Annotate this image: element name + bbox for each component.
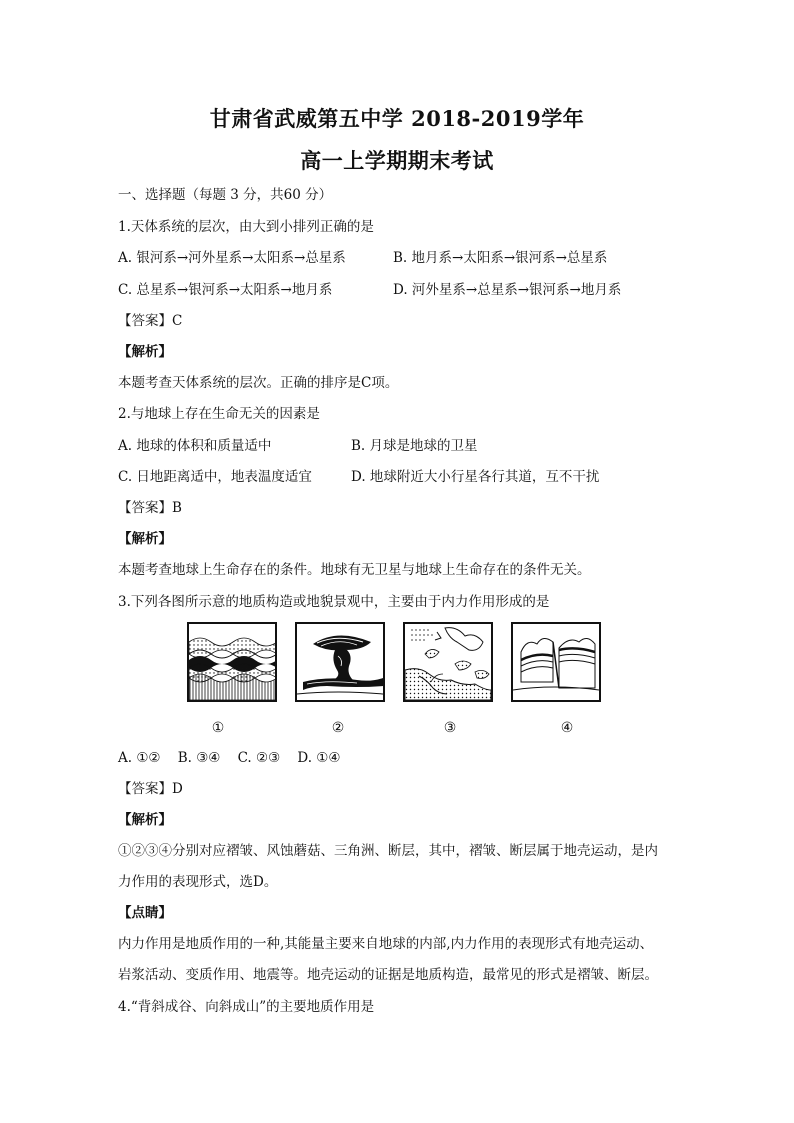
- q2-option-c: C. 日地距离适中，地表温度适宜: [118, 469, 312, 485]
- q3-figures: [0, 622, 794, 742]
- fold-diagram: [187, 622, 277, 702]
- q3-tip-line1: 内力作用是地质作用的一种,其能量主要来自地球的内部,内力作用的表现形式有地壳运动、: [118, 936, 654, 952]
- q3-tip-label: 【点睛】: [118, 905, 172, 921]
- q2-stem: 2.与地球上存在生命无关的因素是: [118, 406, 320, 422]
- q2-analysis-label: 【解析】: [118, 531, 172, 547]
- q1-analysis: 本题考查天体系统的层次。正确的排序是C项。: [118, 375, 399, 391]
- figure-label-4: ④: [560, 720, 574, 736]
- q2-answer: 【答案】B: [118, 500, 182, 516]
- q3-analysis-line1: ①②③④分别对应褶皱、风蚀蘑菇、三角洲、断层，其中，褶皱、断层属于地壳运动，是内: [118, 843, 658, 859]
- q2-option-b: B. 月球是地球的卫星: [351, 438, 478, 454]
- page-subtitle: 高一上学期期末考试: [300, 148, 494, 173]
- q1-analysis-label: 【解析】: [118, 344, 172, 360]
- section-heading: 一、选择题（每题 3 分，共60 分）: [118, 187, 333, 203]
- q3-tip-line2: 岩浆活动、变质作用、地震等。地壳运动的证据是地质构造，最常见的形式是褶皱、断层。: [118, 967, 658, 983]
- delta-diagram: [403, 622, 493, 702]
- figure-label-2: ②: [331, 720, 345, 736]
- q3-analysis-label: 【解析】: [118, 812, 172, 828]
- q1-option-c: C. 总星系→银河系→太阳系→地月系: [118, 282, 333, 298]
- figure-label-1: ①: [211, 720, 225, 736]
- q1-option-b: B. 地月系→太阳系→银河系→总星系: [393, 250, 608, 266]
- figure-label-3: ③: [443, 720, 457, 736]
- q1-stem: 1.天体系统的层次，由大到小排列正确的是: [118, 219, 374, 235]
- q2-option-a: A. 地球的体积和质量适中: [118, 438, 272, 454]
- mushroom-rock-diagram: [295, 622, 385, 702]
- q3-answer: 【答案】D: [118, 781, 183, 797]
- q2-option-d: D. 地球附近大小行星各行其道，互不干扰: [351, 469, 600, 485]
- q2-analysis: 本题考查地球上生命存在的条件。地球有无卫星与地球上生命存在的条件无关。: [118, 562, 591, 578]
- q3-options: A. ①② B. ③④ C. ②③ D. ①④: [118, 750, 341, 766]
- page-title: 甘肃省武威第五中学 2018-2019学年: [209, 106, 585, 131]
- fault-diagram: [511, 622, 601, 702]
- q4-stem: 4.“背斜成谷、向斜成山”的主要地质作用是: [118, 999, 375, 1015]
- q1-answer: 【答案】C: [118, 313, 183, 329]
- q1-option-d: D. 河外星系→总星系→银河系→地月系: [393, 282, 622, 298]
- q1-option-a: A. 银河系→河外星系→太阳系→总星系: [118, 250, 346, 266]
- q3-analysis-line2: 力作用的表现形式，选D。: [118, 874, 278, 890]
- q3-stem: 3.下列各图所示意的地质构造或地貌景观中，主要由于内力作用形成的是: [118, 594, 550, 610]
